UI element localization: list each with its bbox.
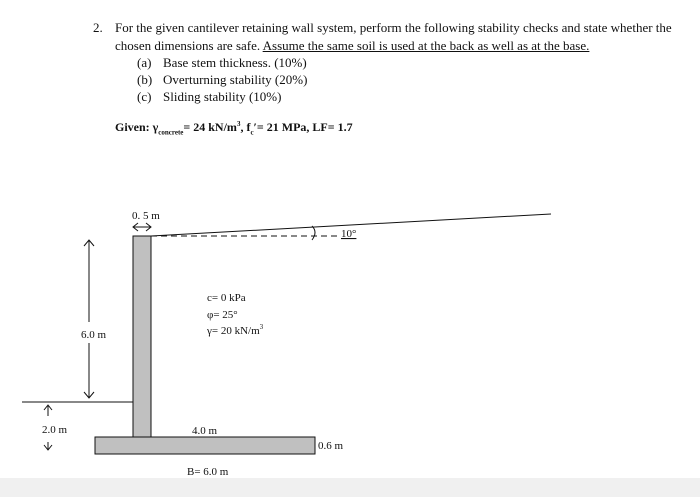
check-item-text: Overturning stability (20%): [163, 72, 308, 87]
base-thickness-label: 0.6 m: [318, 440, 344, 452]
heel-length-label: 4.0 m: [192, 425, 218, 437]
check-item-text: Base stem thickness. (10%): [163, 55, 307, 70]
soil-friction-angle-label: φ= 25°: [207, 309, 238, 321]
fc-subscript: c: [250, 128, 254, 137]
soil-cohesion-label: c= 0 kPa: [207, 292, 246, 304]
given-prefix: Given: γ: [115, 120, 159, 134]
page-footer-strip: [0, 478, 700, 497]
base-width-label: B= 6.0 m: [187, 466, 229, 478]
question-number: 2.: [93, 20, 103, 35]
wall-height-label: 6.0 m: [81, 329, 107, 341]
gamma-exponent: 3: [236, 120, 241, 128]
question-text-line-1: For the given cantilever retaining wall system, perform the following stability checks and state whether the: [115, 20, 672, 35]
wall-stem: [133, 236, 151, 437]
soil-unit-weight-label: γ= 20 $kN/m^3$: [207, 323, 264, 337]
fc-text: , f: [240, 120, 251, 134]
fc-value: ′= 21 MPa, LF= 1.7: [253, 120, 353, 134]
stem-top-width-label: 0. 5 m: [132, 210, 160, 222]
gamma-value: = 24 kN/m: [183, 120, 237, 134]
gamma-subscript: concrete: [158, 128, 184, 137]
check-item-label: (c): [137, 89, 152, 104]
check-item-label: (a): [137, 55, 152, 70]
check-item-text: Sliding stability (10%): [163, 89, 282, 104]
base-slab: [95, 437, 315, 454]
embedment-depth-label: 2.0 m: [42, 424, 68, 436]
check-item-label: (b): [137, 72, 153, 87]
question-text-plain: chosen dimensions are safe.: [115, 38, 263, 53]
question-text-underlined: Assume the same soil is used at the back as well as at the base.: [262, 38, 590, 53]
backfill-angle-label: 10°: [341, 228, 357, 240]
slope-angle-arc: [312, 226, 315, 240]
